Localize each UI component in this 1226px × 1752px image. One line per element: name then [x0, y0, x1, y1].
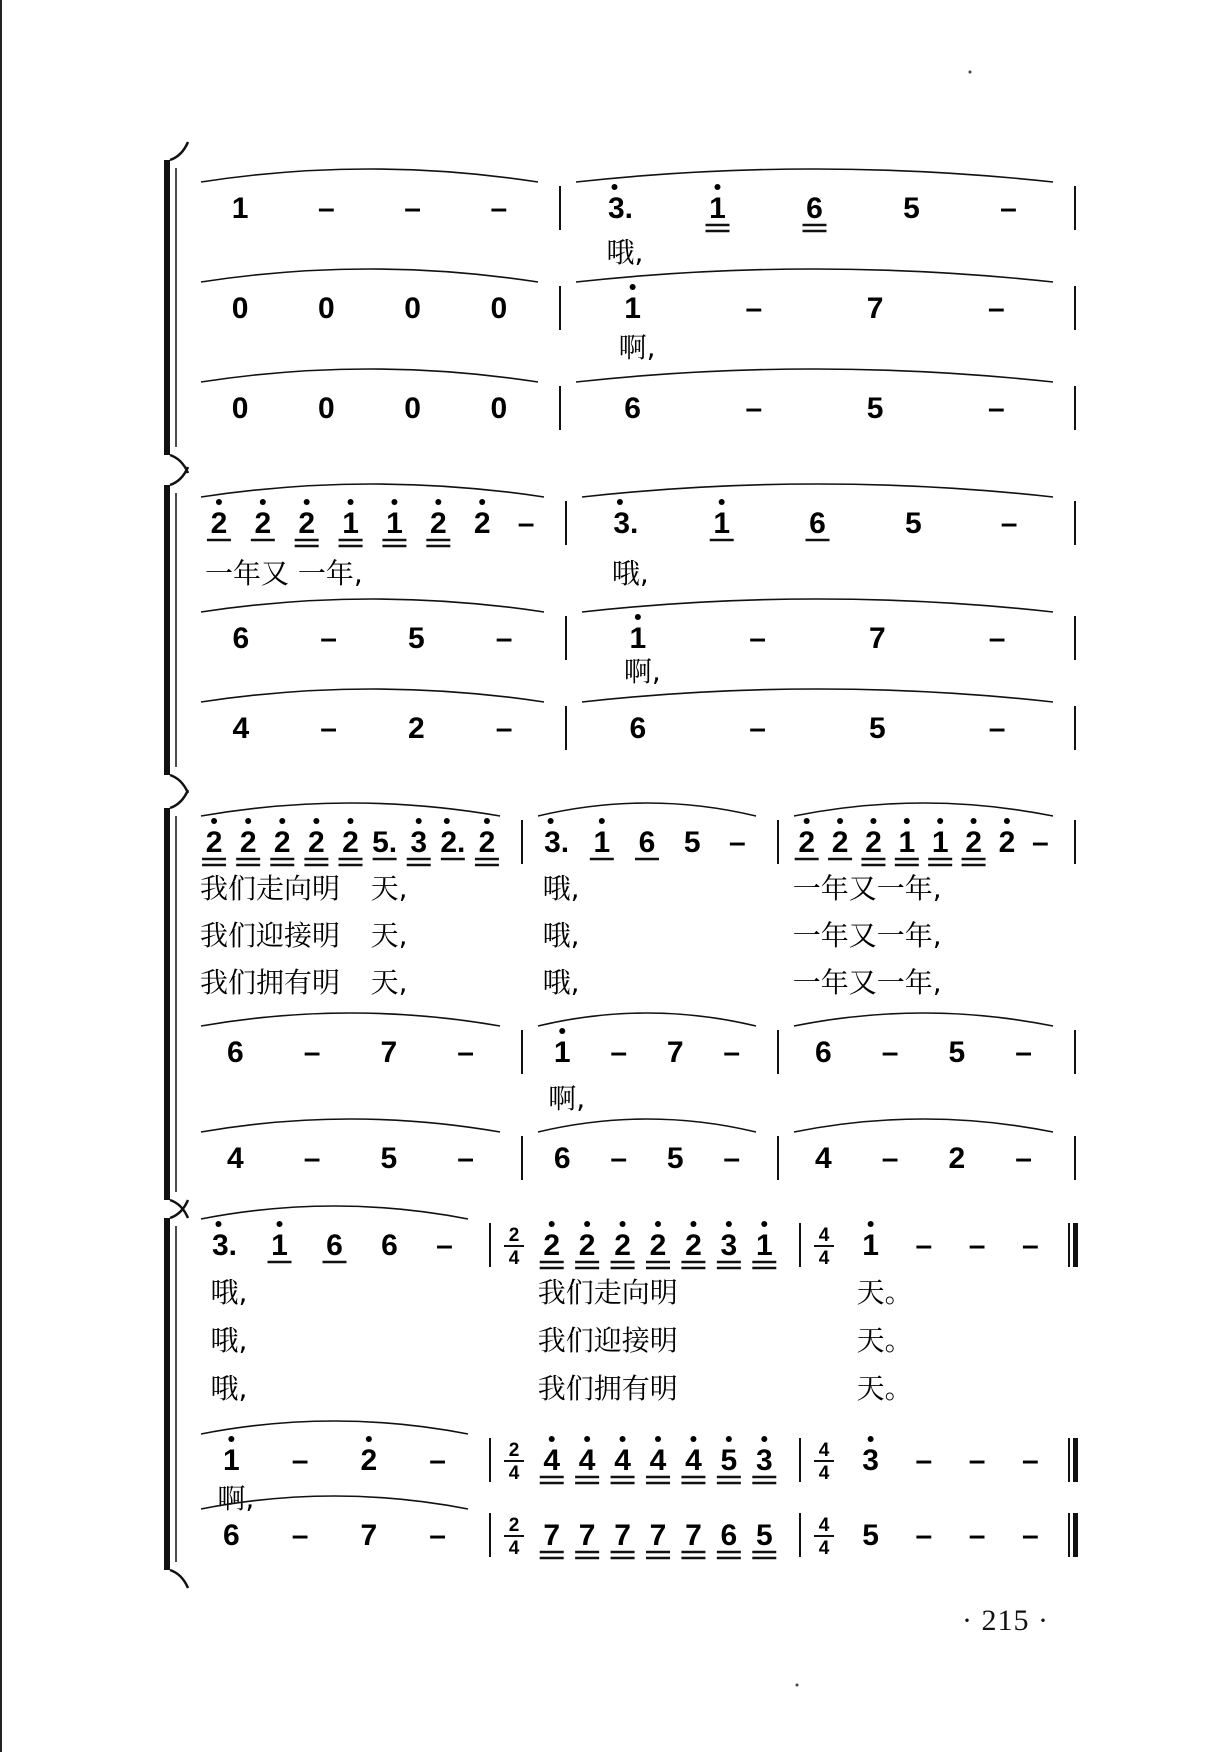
- jianpu-note: 3: [410, 826, 428, 859]
- jianpu-note: 6: [227, 1036, 244, 1069]
- jianpu-note: 7: [866, 292, 884, 325]
- octave-high-dot: [837, 818, 843, 824]
- jianpu-note: 6: [624, 392, 641, 425]
- scan-speck: [969, 71, 972, 74]
- jianpu-note: 3.: [607, 192, 634, 225]
- octave-high-dot: [630, 284, 636, 290]
- jianpu-note: 5: [948, 1036, 966, 1069]
- dash-extension: –: [291, 1444, 309, 1477]
- octave-high-dot: [719, 499, 725, 505]
- bracket-hook-bottom: [170, 775, 188, 793]
- octave-high-dot: [216, 499, 222, 505]
- lyric-text: 天,: [370, 966, 408, 999]
- lyric-text: 天。: [856, 1372, 913, 1405]
- lyric-text: 哦,: [210, 1276, 248, 1309]
- octave-high-dot: [655, 1436, 661, 1442]
- time-signature-bottom: 4: [508, 1538, 520, 1559]
- dash-extension: –: [490, 192, 508, 225]
- octave-high-dot: [348, 499, 354, 505]
- jianpu-note: 3: [755, 1444, 773, 1477]
- lyric-text: 一年又一年,: [792, 872, 942, 905]
- slur-arc: [582, 484, 1053, 497]
- jianpu-note: 2: [578, 1229, 596, 1262]
- octave-high-dot: [559, 1028, 565, 1034]
- system-bracket: [164, 1218, 170, 1570]
- page-number: · 215 ·: [962, 1604, 1049, 1637]
- jianpu-note: 2: [298, 507, 316, 540]
- lyric-text: 哦,: [210, 1372, 248, 1405]
- octave-high-dot: [279, 818, 285, 824]
- slur-arc: [201, 1119, 500, 1132]
- jianpu-note: 1: [231, 192, 249, 225]
- jianpu-note: 2: [254, 507, 272, 540]
- slur-arc: [201, 269, 538, 282]
- jianpu-note: 6: [381, 1229, 398, 1262]
- jianpu-note: 7: [380, 1036, 398, 1069]
- octave-high-dot: [479, 499, 485, 505]
- slur-arc: [576, 169, 1053, 182]
- dash-extension: –: [729, 826, 746, 859]
- jianpu-note: 2.: [440, 826, 466, 859]
- jianpu-note: 1: [624, 292, 641, 325]
- dash-extension: –: [429, 1519, 446, 1552]
- jianpu-note: 2: [360, 1444, 378, 1477]
- jianpu-note: 2: [865, 826, 882, 859]
- jianpu-note: 2: [210, 507, 228, 540]
- octave-high-dot: [870, 818, 876, 824]
- jianpu-note: 1: [553, 1036, 571, 1069]
- octave-high-dot: [715, 184, 721, 190]
- jianpu-note: 6: [232, 622, 250, 655]
- jianpu-note: 1: [223, 1444, 240, 1477]
- dash-extension: –: [495, 712, 513, 745]
- jianpu-note: 0: [231, 392, 249, 425]
- octave-high-dot: [971, 818, 977, 824]
- jianpu-note: 6: [638, 826, 656, 859]
- octave-high-dot: [655, 1221, 661, 1227]
- jianpu-note: 4: [578, 1444, 596, 1477]
- dash-extension: –: [320, 622, 337, 655]
- final-barline-thick: [1073, 1438, 1078, 1482]
- jianpu-note: 7: [614, 1519, 631, 1552]
- system-bracket: [164, 160, 170, 455]
- dash-extension: –: [968, 1444, 986, 1477]
- slur-arc: [538, 1119, 756, 1132]
- jianpu-note: 5: [755, 1519, 773, 1552]
- dash-extension: –: [1022, 1229, 1039, 1262]
- octave-high-dot: [726, 1221, 732, 1227]
- jianpu-note: 0: [404, 292, 421, 325]
- jianpu-note: 5: [869, 712, 886, 745]
- octave-high-dot: [348, 818, 354, 824]
- lyric-text: 我们拥有明: [200, 966, 341, 999]
- lyric-text: 我们拥有明: [537, 1372, 678, 1405]
- page-number-value: 215: [981, 1604, 1030, 1637]
- dash-extension: –: [745, 392, 763, 425]
- jianpu-note: 6: [815, 1036, 832, 1069]
- time-signature-top: 4: [818, 1225, 830, 1246]
- jianpu-note: 7: [666, 1036, 684, 1069]
- slur-arc: [201, 1013, 500, 1026]
- octave-high-dot: [726, 1436, 732, 1442]
- jianpu-note: 1: [629, 622, 647, 655]
- jianpu-note: 7: [685, 1519, 702, 1552]
- jianpu-note: 5: [720, 1444, 738, 1477]
- jianpu-note: 7: [360, 1519, 378, 1552]
- jianpu-note: 1: [709, 192, 726, 225]
- jianpu-note: 2: [998, 826, 1016, 859]
- jianpu-note: 6: [223, 1519, 240, 1552]
- jianpu-note: 2: [831, 826, 849, 859]
- dash-extension: –: [968, 1519, 986, 1552]
- lyric-text: 哦,: [542, 966, 580, 999]
- dash-extension: –: [404, 192, 421, 225]
- jianpu-note: 0: [404, 392, 421, 425]
- lyric-text: 一年又 一年,: [204, 557, 363, 590]
- octave-high-dot: [1004, 818, 1010, 824]
- jianpu-note: 2: [948, 1142, 966, 1175]
- jianpu-note: 0: [490, 292, 508, 325]
- jianpu-note: 5.: [372, 826, 398, 859]
- lyric-text: 哦,: [606, 236, 644, 269]
- octave-high-dot: [761, 1221, 767, 1227]
- jianpu-note: 3.: [613, 507, 639, 540]
- jianpu-note: 2: [543, 1229, 561, 1262]
- dash-extension: –: [495, 622, 513, 655]
- octave-high-dot: [761, 1436, 767, 1442]
- slur-arc: [201, 1421, 468, 1434]
- jianpu-note: 7: [543, 1519, 561, 1552]
- dash-extension: –: [436, 1229, 453, 1262]
- jianpu-note: 5: [862, 1519, 879, 1552]
- octave-high-dot: [277, 1221, 283, 1227]
- final-barline-thick: [1073, 1223, 1078, 1267]
- jianpu-note: 5: [866, 392, 884, 425]
- jianpu-note: 1: [386, 507, 403, 540]
- lyric-text: 啊,: [217, 1482, 255, 1515]
- jianpu-note: 3.: [544, 826, 570, 859]
- dash-extension: –: [749, 712, 766, 745]
- lyric-text: 一年又一年,: [792, 966, 942, 999]
- dash-extension: –: [517, 507, 535, 540]
- time-signature-bottom: 4: [818, 1463, 830, 1484]
- jianpu-note: 0: [231, 292, 249, 325]
- jianpu-note: 6: [806, 192, 823, 225]
- jianpu-note: 5: [683, 826, 701, 859]
- slur-arc: [582, 689, 1053, 702]
- jianpu-note: 1: [755, 1229, 773, 1262]
- jianpu-note: 4: [543, 1444, 561, 1477]
- slur-arc: [201, 484, 544, 497]
- jianpu-note: 3.: [211, 1229, 238, 1262]
- octave-high-dot: [599, 818, 605, 824]
- octave-high-dot: [612, 184, 618, 190]
- dash-extension: –: [915, 1444, 933, 1477]
- jianpu-note: 2: [239, 826, 257, 859]
- dash-extension: –: [303, 1036, 321, 1069]
- octave-high-dot: [620, 1436, 626, 1442]
- lyric-text: 我们迎接明: [200, 919, 341, 952]
- jianpu-note: 5: [903, 192, 920, 225]
- jianpu-note: 1: [342, 507, 359, 540]
- octave-high-dot: [620, 1221, 626, 1227]
- slur-arc: [201, 1206, 468, 1219]
- octave-high-dot: [313, 818, 319, 824]
- dash-extension: –: [291, 1519, 309, 1552]
- octave-high-dot: [228, 1436, 234, 1442]
- jianpu-note: 2: [273, 826, 291, 859]
- jianpu-note: 2: [685, 1229, 702, 1262]
- slur-arc: [794, 1013, 1053, 1026]
- jianpu-note: 2: [478, 826, 496, 859]
- octave-high-dot: [245, 818, 251, 824]
- jianpu-note: 2: [342, 826, 359, 859]
- bracket-hook-bottom: [170, 1570, 188, 1588]
- octave-high-dot: [617, 499, 623, 505]
- dash-extension: –: [723, 1142, 741, 1175]
- octave-high-dot: [211, 818, 217, 824]
- octave-high-dot: [548, 818, 554, 824]
- jianpu-note: 5: [666, 1142, 684, 1175]
- octave-high-dot: [416, 818, 422, 824]
- dash-extension: –: [457, 1142, 474, 1175]
- jianpu-note: 7: [649, 1519, 667, 1552]
- slur-arc: [538, 1013, 756, 1026]
- time-signature-bottom: 4: [508, 1248, 520, 1269]
- dash-extension: –: [749, 622, 766, 655]
- jianpu-note: 2: [429, 507, 447, 540]
- time-signature-bottom: 4: [818, 1248, 830, 1269]
- lyric-text: 哦,: [542, 872, 580, 905]
- jianpu-note: 4: [685, 1444, 702, 1477]
- lyric-text: 天。: [856, 1276, 913, 1309]
- jianpu-note: 2: [205, 826, 223, 859]
- jianpu-note: 6: [326, 1229, 343, 1262]
- jianpu-note: 2: [308, 826, 325, 859]
- dash-extension: –: [988, 712, 1006, 745]
- dash-extension: –: [968, 1229, 986, 1262]
- lyric-text: 天,: [370, 919, 408, 952]
- slur-arc: [576, 369, 1053, 382]
- dash-extension: –: [881, 1036, 899, 1069]
- jianpu-note: 2: [965, 826, 982, 859]
- time-signature-top: 4: [818, 1440, 830, 1461]
- slur-arc: [582, 599, 1053, 612]
- jianpu-note: 0: [490, 392, 508, 425]
- lyric-text: 哦,: [611, 557, 649, 590]
- octave-high-dot: [690, 1221, 696, 1227]
- dash-extension: –: [915, 1519, 933, 1552]
- octave-high-dot: [868, 1436, 874, 1442]
- dash-extension: –: [457, 1036, 474, 1069]
- slur-arc: [576, 269, 1053, 282]
- jianpu-note: 4: [815, 1142, 832, 1175]
- dash-extension: –: [745, 292, 763, 325]
- jianpu-note: 4: [649, 1444, 667, 1477]
- octave-high-dot: [584, 1436, 590, 1442]
- octave-high-dot: [216, 1221, 222, 1227]
- octave-high-dot: [435, 499, 441, 505]
- dash-extension: –: [915, 1229, 933, 1262]
- jianpu-note: 6: [809, 507, 826, 540]
- lyric-text: 天,: [370, 872, 408, 905]
- dash-extension: –: [988, 392, 1005, 425]
- slur-arc: [794, 803, 1053, 816]
- dash-extension: –: [610, 1036, 628, 1069]
- jianpu-note: 7: [869, 622, 886, 655]
- octave-high-dot: [366, 1436, 372, 1442]
- time-signature-bottom: 4: [508, 1463, 520, 1484]
- dash-extension: –: [988, 622, 1006, 655]
- dash-extension: –: [303, 1142, 321, 1175]
- slur-arc: [538, 803, 756, 816]
- octave-high-dot: [904, 818, 910, 824]
- lyric-text: 一年又一年,: [792, 919, 942, 952]
- dash-extension: –: [1015, 1142, 1032, 1175]
- octave-high-dot: [635, 614, 641, 620]
- lyric-text: 我们走向明: [537, 1276, 678, 1309]
- bracket-hook-top: [170, 142, 188, 160]
- jianpu-note: 2: [614, 1229, 631, 1262]
- octave-high-dot: [391, 499, 397, 505]
- dash-extension: –: [881, 1142, 899, 1175]
- octave-high-dot: [549, 1221, 555, 1227]
- system-bracket: [164, 485, 170, 775]
- jianpu-note: 6: [629, 712, 647, 745]
- jianpu-note: 1: [271, 1229, 288, 1262]
- jianpu-note: 6: [720, 1519, 738, 1552]
- time-signature-bottom: 4: [818, 1538, 830, 1559]
- jianpu-note: 1: [931, 826, 949, 859]
- jianpu-note: 2: [473, 507, 491, 540]
- lyric-text: 我们走向明: [200, 872, 341, 905]
- dash-extension: –: [1022, 1519, 1039, 1552]
- octave-high-dot: [444, 818, 450, 824]
- jianpu-note: 5: [408, 622, 425, 655]
- lyric-text: 啊,: [548, 1082, 586, 1115]
- octave-high-dot: [804, 818, 810, 824]
- bracket-hook-top: [170, 790, 188, 808]
- bracket-hook-top: [170, 1200, 188, 1218]
- octave-high-dot: [260, 499, 266, 505]
- slur-arc: [794, 1119, 1053, 1132]
- time-signature-top: 4: [818, 1515, 830, 1536]
- jianpu-note: 4: [614, 1444, 631, 1477]
- time-signature-top: 2: [508, 1440, 520, 1461]
- jianpu-note: 1: [862, 1229, 879, 1262]
- jianpu-note: 4: [232, 712, 250, 745]
- dash-extension: –: [318, 192, 335, 225]
- time-signature-top: 2: [508, 1225, 520, 1246]
- dash-extension: –: [1022, 1444, 1039, 1477]
- jianpu-note: 4: [227, 1142, 244, 1175]
- bracket-hook-bottom: [170, 1200, 188, 1218]
- jianpu-note: 2: [649, 1229, 667, 1262]
- slur-arc: [201, 599, 544, 612]
- slur-arc: [201, 803, 500, 816]
- octave-high-dot: [868, 1221, 874, 1227]
- jianpu-note: 2: [408, 712, 425, 745]
- lyric-text: 哦,: [210, 1324, 248, 1357]
- jianpu-note: 1: [593, 826, 611, 859]
- jianpu-note: 1: [713, 507, 731, 540]
- jianpu-note: 5: [380, 1142, 398, 1175]
- octave-high-dot: [584, 1221, 590, 1227]
- slur-arc: [201, 169, 538, 182]
- lyric-text: 哦,: [542, 919, 580, 952]
- lyric-text: 天。: [856, 1324, 913, 1357]
- final-barline-thick: [1073, 1513, 1078, 1557]
- jianpu-note: 3: [720, 1229, 738, 1262]
- octave-high-dot: [484, 818, 490, 824]
- lyric-text: 我们迎接明: [537, 1324, 678, 1357]
- jianpu-note: 5: [904, 507, 922, 540]
- octave-high-dot: [549, 1436, 555, 1442]
- dash-extension: –: [429, 1444, 446, 1477]
- slur-arc: [201, 689, 544, 702]
- dash-extension: –: [320, 712, 337, 745]
- jianpu-note: 1: [898, 826, 916, 859]
- jianpu-note: 0: [318, 392, 335, 425]
- jianpu-note: 6: [553, 1142, 571, 1175]
- slur-arc: [201, 369, 538, 382]
- dash-extension: –: [1015, 1036, 1032, 1069]
- octave-high-dot: [304, 499, 310, 505]
- octave-high-dot: [937, 818, 943, 824]
- octave-high-dot: [690, 1436, 696, 1442]
- system-bracket: [164, 808, 170, 1200]
- jianpu-note: 0: [318, 292, 335, 325]
- dash-extension: –: [1000, 192, 1017, 225]
- lyric-text: 啊,: [623, 655, 661, 688]
- jianpu-note: 2: [798, 826, 816, 859]
- dash-extension: –: [1000, 507, 1018, 540]
- dash-extension: –: [1031, 826, 1049, 859]
- dash-extension: –: [723, 1036, 741, 1069]
- jianpu-note: 7: [578, 1519, 596, 1552]
- dash-extension: –: [610, 1142, 628, 1175]
- lyric-text: 啊,: [618, 331, 656, 364]
- scan-speck: [796, 1684, 799, 1687]
- jianpu-note: 3: [862, 1444, 879, 1477]
- time-signature-top: 2: [508, 1515, 520, 1536]
- dash-extension: –: [988, 292, 1005, 325]
